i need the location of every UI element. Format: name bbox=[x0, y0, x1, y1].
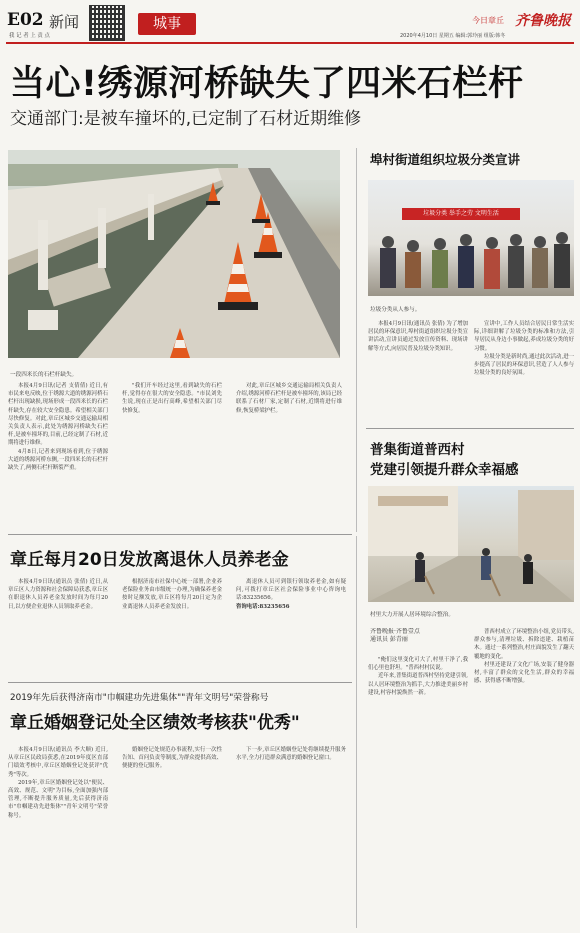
village-article-subtitle: 党建引领提升群众幸福感 bbox=[370, 462, 519, 478]
main-headline: 当心!绣源河桥缺失了四米石栏杆 bbox=[10, 64, 524, 104]
pension-hotline: 咨询电话:83235656 bbox=[236, 603, 290, 610]
village-paragraph: 村里还建设了文化广场,安装了健身器材,丰富了群众的文化生活,群众的幸福感、获得感不断增强。 bbox=[474, 661, 574, 685]
pension-body-col1 bbox=[8, 578, 108, 664]
marriage-body-col1 bbox=[8, 746, 108, 926]
village-byline: 齐鲁晚报·齐鲁壹点 通讯员 彭青丽 bbox=[370, 628, 420, 644]
traffic-cone-icon bbox=[168, 328, 192, 358]
main-subtitle: 交通部门:是被车撞坏的,已定制了石材近期维修 bbox=[10, 109, 362, 129]
garbage-banner-text: 垃圾分类 举手之劳 文明生活 bbox=[423, 210, 499, 217]
garbage-article-title: 埠村街道组织垃圾分类宣讲 bbox=[370, 152, 521, 167]
section-name: 新闻 bbox=[49, 13, 80, 31]
qr-code-icon bbox=[90, 6, 124, 40]
channel-tab[interactable] bbox=[138, 13, 196, 35]
marriage-paragraph: 下一步,章丘区婚姻登记处将继续提升服务水平,全力打造群众满意的婚姻登记窗口。 bbox=[236, 747, 346, 762]
headline-paragraph: 4月8日,记者来到现场看到,位于绣源大道的绣源河桥东侧,一段四米长的石栏杆缺失了,两侧石栏杆断裂严重。 bbox=[8, 448, 108, 472]
marriage-paragraph: 2019年,章丘区婚姻登记处以"便民、高效、规范、文明"为目标,全面加强内部管理,不断提升服务质量,先后获得济南市"巾帼建功先进集体""青年文明号"荣誉称号。 bbox=[8, 779, 108, 819]
section-divider bbox=[8, 682, 352, 683]
garbage-paragraph: 垃圾分类是新时尚,通过此次活动,进一步提高了居民的环保意识,营造了人人参与垃圾分类的良好氛围。 bbox=[474, 353, 574, 377]
marriage-body-col2 bbox=[122, 746, 222, 926]
section-divider bbox=[8, 534, 352, 535]
marriage-article-kicker: 2019年先后获得济南市"巾帼建功先进集体""青年文明号"荣誉称号 bbox=[10, 693, 269, 703]
pension-paragraph: 本报4月9日讯(通讯员 张倩) 近日,从章丘区人力资源和社会保障局获悉,章丘区在职退休人员养老金发放时间为每月20日,以方便企业退休人员领取养老金。 bbox=[8, 579, 108, 610]
page-code: E02 bbox=[7, 10, 44, 30]
village-body-col2 bbox=[474, 628, 574, 926]
village-photo-caption: 村里大力开展人居环境综合整治。 bbox=[370, 612, 454, 618]
bridge-photo-caption: 一段四米长的石栏杆缺失。 bbox=[10, 372, 78, 378]
headline-body-col3 bbox=[236, 382, 342, 532]
headline-body-col1 bbox=[8, 382, 108, 532]
marriage-paragraph: 婚姻登记处规范办事流程,实行一次性告知、首问负责等制度,为群众提供高效、便捷的登记服务。 bbox=[122, 747, 222, 770]
village-paragraph: "俺们这里变化可大了,村里干净了,我们心里也舒坦。"普西村村民说。 bbox=[368, 657, 468, 672]
traffic-cone-icon bbox=[218, 242, 258, 316]
headline-paragraph: "我们开车经过这里,看到缺失的石栏杆,觉得存在很大的安全隐患。"市民刘先生说,现在正是出行高峰,希望相关部门尽快修复。 bbox=[122, 383, 222, 414]
village-body-col1 bbox=[368, 656, 468, 926]
marriage-paragraph: 本报4月9日讯(通讯员 李大顺) 近日,从章丘区民政局获悉,在2019年度区直部门绩效考核中,章丘区婚姻登记处获评"优秀"等次。 bbox=[8, 747, 108, 778]
garbage-paragraph: 本报4月9日讯(通讯员 张倩) 为了增加居民的环保意识,埠村街道组织垃圾分类宣讲活动,宣讲员通过发放宣传资料、现场讲解等方式,向居民普及垃圾分类知识。 bbox=[368, 321, 468, 352]
garbage-photo bbox=[368, 180, 574, 296]
headline-body-col2 bbox=[122, 382, 222, 532]
pension-paragraph: 根据济南市社保中心统一部署,企业养老保险业务由市级统一办理,为确保养老金按时足额发放,章丘区将每月20日定为企业离退休人员养老金发放日。 bbox=[122, 579, 222, 610]
marriage-article-title: 章丘婚姻登记处全区绩效考核获"优秀" bbox=[10, 713, 300, 733]
traffic-cone-icon bbox=[252, 194, 270, 228]
garbage-paragraph: 宣讲中,工作人员结合居民日常生活实际,详细讲解了垃圾分类的标准和方法,引导居民从身边小事做起,养成垃圾分类的好习惯。 bbox=[474, 321, 574, 352]
pension-body-col3 bbox=[236, 578, 346, 664]
headline-paragraph: 本报4月9日讯(记者 支倩倩) 近日,有市民来电反映,位于绣源大道的绣源河桥石栏杆出现缺损,现场形成一段四米长的石栏杆缺失,存在较大安全隐患。希望相关部门尽快修复。对此,章丘区城乡交通运输局相关负责人表示,此处为绣源河桥缺失石栏杆,是被车撞坏的,目前,已经定制了石材,近期将进行维修。 bbox=[8, 383, 108, 447]
headline-paragraph: 对此,章丘区城乡交通运输局相关负责人介绍,绣源河桥石栏杆是被车撞坏的,该局已经联系了石材厂家,定制了石材,近期将进行维修,恢复桥梁护栏。 bbox=[236, 383, 342, 414]
village-paragraph: 普西村成立了环境整治小组,党员带头,群众参与,清理垃圾、拆除违建、栽植苗木。通过一系列整治,村庄面貌发生了翻天覆地的变化。 bbox=[474, 629, 574, 660]
traffic-cone-icon bbox=[206, 182, 220, 210]
village-photo bbox=[368, 486, 574, 602]
editor-line: 我 记 者 上 责 点 bbox=[9, 33, 50, 39]
edition-label: 今日章丘 bbox=[472, 16, 504, 25]
header-rule bbox=[6, 42, 574, 44]
pension-body-col2 bbox=[122, 578, 222, 664]
date-line: 2020年4月10日 星期五 编辑:郭玲丽 组版:韩冬 bbox=[400, 33, 506, 39]
garbage-body-col1 bbox=[368, 320, 468, 420]
pension-paragraph: 离退休人员可到银行领取养老金,如有疑问,可拨打章丘区社会保险事业中心咨询电话:83235656。 bbox=[236, 579, 346, 602]
column-divider bbox=[356, 536, 357, 928]
brand-logo: 齐鲁晚报 bbox=[515, 13, 571, 29]
channel-tab-label: 城事 bbox=[153, 16, 181, 32]
village-article-title: 普集街道普西村 bbox=[370, 442, 465, 458]
garbage-body-col2 bbox=[474, 320, 574, 420]
marriage-body-col3 bbox=[236, 746, 346, 926]
pension-article-title: 章丘每月20日发放离退休人员养老金 bbox=[10, 550, 289, 570]
column-divider bbox=[356, 148, 357, 532]
garbage-photo-caption: 垃圾分类从人参与。 bbox=[370, 307, 421, 313]
village-paragraph: 近年来,普集街道普西村坚持党建引领,以人居环境整治为抓手,大力推进美丽乡村建设,村容村貌焕然一新。 bbox=[368, 673, 468, 696]
bridge-photo bbox=[8, 150, 340, 358]
section-divider bbox=[366, 428, 574, 429]
